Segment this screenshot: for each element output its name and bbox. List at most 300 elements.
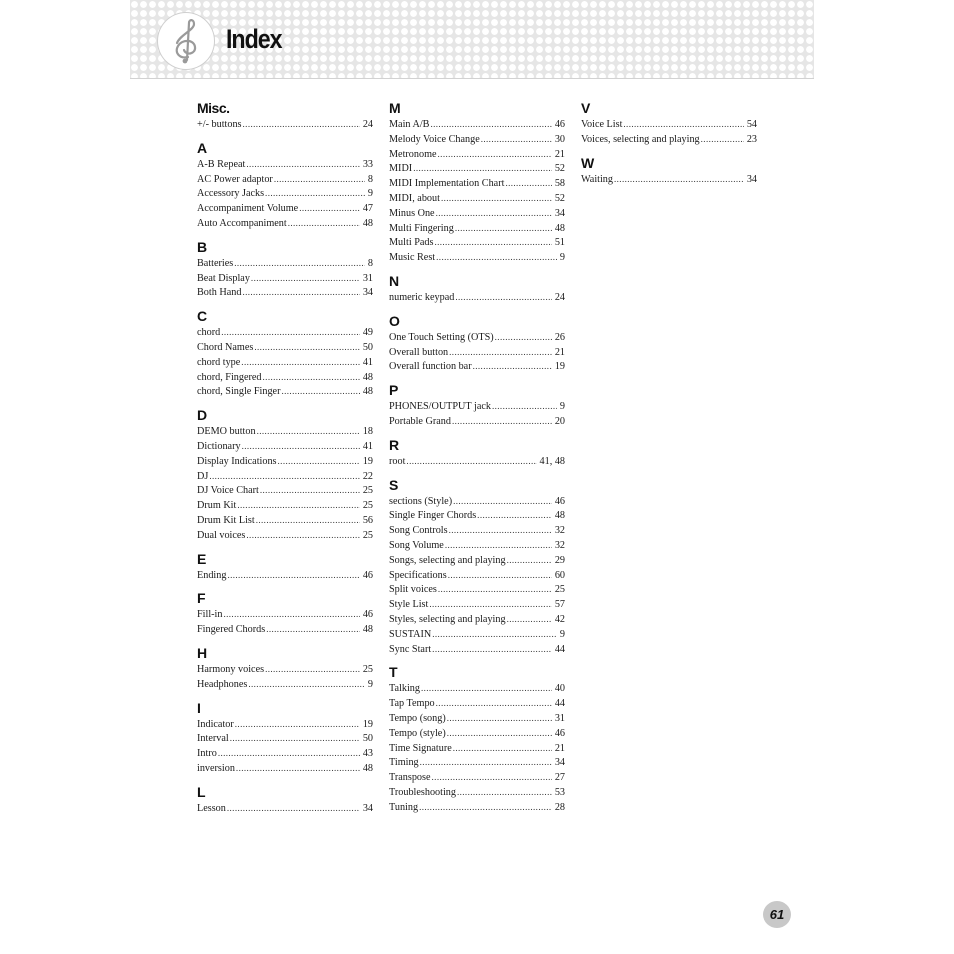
entry-page: 25 xyxy=(362,500,373,512)
index-entry xyxy=(197,216,373,231)
dot-leader xyxy=(507,612,552,627)
index-section xyxy=(197,783,373,816)
index-entry xyxy=(197,439,373,454)
index-entry xyxy=(389,711,565,726)
entry-term: Songs, selecting and playing xyxy=(389,554,506,566)
index-entry xyxy=(389,235,565,250)
index-entry xyxy=(389,147,565,162)
entry-term: Drum Kit List xyxy=(197,514,255,526)
dot-leader xyxy=(430,117,551,132)
entry-term: Song Controls xyxy=(389,525,448,537)
entry-term: Overall button xyxy=(389,346,449,358)
index-entry xyxy=(389,359,565,374)
index-entry xyxy=(389,176,565,191)
entry-term: Music Rest xyxy=(389,252,436,264)
entry-term: Ending xyxy=(197,569,227,581)
entry-page: 9 xyxy=(559,252,565,264)
dot-leader xyxy=(449,345,552,360)
entry-term: Main A/B xyxy=(389,119,430,130)
entry-term: Voice List xyxy=(581,119,623,130)
index-entry xyxy=(389,642,565,657)
entry-page: 44 xyxy=(554,643,565,655)
entry-page: 9 xyxy=(559,628,565,640)
section-letter: W xyxy=(581,154,594,171)
entry-page: 44 xyxy=(554,698,565,710)
dot-leader xyxy=(263,370,360,385)
index-section xyxy=(197,139,373,231)
index-entry xyxy=(389,741,565,756)
dot-leader xyxy=(481,132,552,147)
entry-term: Time Signature xyxy=(389,742,452,754)
index-entry xyxy=(197,384,373,399)
index-entry xyxy=(389,726,565,741)
entry-page: 43 xyxy=(362,748,373,760)
entry-term: Transpose xyxy=(389,772,431,784)
index-entry xyxy=(389,250,565,265)
index-entry xyxy=(389,206,565,221)
dot-leader xyxy=(281,384,359,399)
index-entry xyxy=(197,325,373,340)
index-entry xyxy=(389,755,565,770)
entry-term: Portable Grand xyxy=(389,415,451,427)
index-entry xyxy=(389,538,565,553)
dot-leader xyxy=(438,147,552,162)
index-entry xyxy=(197,469,373,484)
index-section xyxy=(389,99,565,265)
entry-page: 31 xyxy=(362,272,373,284)
entry-page: 46 xyxy=(362,609,373,621)
section-letter: P xyxy=(389,382,398,399)
entry-page: 19 xyxy=(362,455,373,467)
entry-term: Waiting xyxy=(581,173,613,185)
entry-page: 32 xyxy=(554,525,565,537)
index-entry xyxy=(197,498,373,513)
section-letter: E xyxy=(197,550,206,567)
entry-term: Multi Pads xyxy=(389,237,434,249)
entry-page: 34 xyxy=(362,802,373,814)
index-entry xyxy=(389,523,565,538)
dot-leader xyxy=(438,582,552,597)
entry-term: MIDI, about xyxy=(389,192,440,204)
index-entry xyxy=(197,186,373,201)
index-entry xyxy=(389,800,565,815)
dot-leader xyxy=(223,607,359,622)
index-entry xyxy=(197,117,373,132)
index-entry xyxy=(197,157,373,172)
entry-page: 56 xyxy=(362,514,373,526)
index-entry xyxy=(389,681,565,696)
dot-leader xyxy=(230,731,360,746)
dot-leader xyxy=(237,498,359,513)
entry-term: Multi Fingering xyxy=(389,222,454,234)
index-entry xyxy=(581,172,757,187)
dot-leader xyxy=(477,508,552,523)
index-column-2 xyxy=(389,99,565,821)
index-entry xyxy=(389,191,565,206)
section-letter: D xyxy=(197,407,207,424)
dot-leader xyxy=(495,330,552,345)
entry-page: 21 xyxy=(554,148,565,160)
entry-page: 8 xyxy=(367,173,373,185)
entry-term: inversion xyxy=(197,762,235,774)
entry-page: 33 xyxy=(362,158,373,170)
index-section xyxy=(389,312,565,374)
section-letter: I xyxy=(197,699,201,716)
entry-term: Style List xyxy=(389,599,429,611)
entry-page: 19 xyxy=(554,361,565,373)
index-entry xyxy=(197,677,373,692)
treble-clef-icon xyxy=(158,13,214,69)
entry-term: Voices, selecting and playing xyxy=(581,133,700,145)
index-entry xyxy=(389,399,565,414)
entry-term: Accompaniment Volume xyxy=(197,203,299,215)
entry-term: Auto Accompaniment xyxy=(197,217,287,229)
index-entry xyxy=(197,717,373,732)
entry-page: 9 xyxy=(367,678,373,690)
entry-term: Tap Tempo xyxy=(389,698,435,710)
section-letter: R xyxy=(389,436,399,453)
entry-term: Dictionary xyxy=(197,440,241,452)
index-entry xyxy=(197,271,373,286)
index-entry xyxy=(389,290,565,305)
entry-page: 24 xyxy=(362,119,373,130)
index-entry xyxy=(197,256,373,271)
entry-page: 52 xyxy=(554,192,565,204)
section-letter: Misc. xyxy=(197,100,230,116)
dot-leader xyxy=(413,161,552,176)
dot-leader xyxy=(257,424,360,439)
entry-term: chord type xyxy=(197,356,241,368)
entry-term: Harmony voices xyxy=(197,663,265,675)
index-entry xyxy=(389,785,565,800)
dot-leader xyxy=(448,568,552,583)
index-section xyxy=(197,406,373,542)
entry-page: 30 xyxy=(554,133,565,145)
entry-term: Tempo (style) xyxy=(389,727,446,739)
entry-page: 19 xyxy=(362,718,373,730)
index-entry xyxy=(389,627,565,642)
index-entry xyxy=(197,285,373,300)
dot-leader xyxy=(429,597,551,612)
entry-page: 21 xyxy=(554,742,565,754)
index-entry xyxy=(197,568,373,583)
entry-term: A-B Repeat xyxy=(197,158,246,170)
dot-leader xyxy=(623,117,743,132)
entry-page: 24 xyxy=(554,291,565,303)
entry-page: 54 xyxy=(746,119,757,130)
entry-page: 50 xyxy=(362,341,373,353)
entry-term: Accessory Jacks xyxy=(197,188,265,200)
entry-page: 21 xyxy=(554,346,565,358)
index-entry xyxy=(197,355,373,370)
entry-term: Batteries xyxy=(197,257,234,269)
index-section xyxy=(197,550,373,583)
entry-page: 9 xyxy=(559,401,565,413)
dot-leader xyxy=(447,726,552,741)
entry-term: chord xyxy=(197,327,221,339)
dot-leader xyxy=(209,469,359,484)
entry-term: Lesson xyxy=(197,802,226,814)
index-entry xyxy=(197,172,373,187)
dot-leader xyxy=(455,290,551,305)
index-column-3 xyxy=(581,99,757,193)
index-entry xyxy=(389,132,565,147)
section-letter: V xyxy=(581,100,590,116)
index-entry xyxy=(197,801,373,816)
dot-leader xyxy=(419,800,552,815)
dot-leader xyxy=(235,717,360,732)
entry-term: MIDI xyxy=(389,163,413,175)
dot-leader xyxy=(455,221,552,236)
index-entry xyxy=(197,731,373,746)
index-entry xyxy=(389,568,565,583)
entry-page: 34 xyxy=(554,207,565,219)
dot-leader xyxy=(251,271,360,286)
entry-page: 34 xyxy=(362,287,373,299)
entry-page: 26 xyxy=(554,331,565,343)
dot-leader xyxy=(701,132,744,147)
index-section xyxy=(389,663,565,814)
index-entry xyxy=(197,201,373,216)
entry-page: 48 xyxy=(554,222,565,234)
section-letter: B xyxy=(197,238,207,255)
entry-term: Headphones xyxy=(197,678,248,690)
entry-term: Metronome xyxy=(389,148,437,160)
entry-term: DJ xyxy=(197,470,209,482)
dot-leader xyxy=(288,216,360,231)
section-letter: A xyxy=(197,139,207,156)
dot-leader xyxy=(449,523,552,538)
entry-page: 46 xyxy=(554,727,565,739)
entry-term: Sync Start xyxy=(389,643,432,655)
dot-leader xyxy=(266,622,360,637)
entry-term: AC Power adaptor xyxy=(197,173,273,185)
entry-term: chord, Fingered xyxy=(197,371,262,383)
entry-term: Dual voices xyxy=(197,529,246,541)
entry-page: 46 xyxy=(362,569,373,581)
index-section xyxy=(197,99,373,132)
dot-leader xyxy=(434,235,551,250)
dot-leader xyxy=(614,172,744,187)
dot-leader xyxy=(447,711,552,726)
dot-leader xyxy=(505,176,551,191)
index-entry xyxy=(197,662,373,677)
entry-term: +/- buttons xyxy=(197,119,242,130)
dot-leader xyxy=(457,785,552,800)
index-section xyxy=(197,644,373,692)
dot-leader xyxy=(256,513,360,528)
index-column-1 xyxy=(197,99,373,823)
entry-page: 25 xyxy=(362,663,373,675)
entry-term: One Touch Setting (OTS) xyxy=(389,331,494,343)
entry-page: 25 xyxy=(554,584,565,596)
entry-term: SUSTAIN xyxy=(389,628,432,640)
index-entry xyxy=(389,582,565,597)
entry-page: 23 xyxy=(746,133,757,145)
entry-term: Minus One xyxy=(389,207,435,219)
entry-page: 41 xyxy=(362,356,373,368)
entry-page: 27 xyxy=(554,772,565,784)
index-entry xyxy=(389,770,565,785)
entry-term: Tempo (song) xyxy=(389,712,446,724)
entry-page: 8 xyxy=(367,257,373,269)
index-entry xyxy=(389,221,565,236)
dot-leader xyxy=(236,761,360,776)
index-entry xyxy=(389,330,565,345)
entry-page: 53 xyxy=(554,786,565,798)
entry-term: Split voices xyxy=(389,584,437,596)
dot-leader xyxy=(234,256,365,271)
index-entry xyxy=(389,612,565,627)
entry-page: 25 xyxy=(362,485,373,497)
dot-leader xyxy=(265,186,365,201)
dot-leader xyxy=(241,355,360,370)
entry-term: DJ Voice Chart xyxy=(197,485,259,497)
entry-term: Overall function bar xyxy=(389,361,472,373)
section-letter: N xyxy=(389,272,399,289)
section-letter: T xyxy=(389,664,398,681)
entry-term: Drum Kit xyxy=(197,500,237,512)
index-section xyxy=(197,307,373,399)
entry-page: 28 xyxy=(554,801,565,813)
entry-page: 48 xyxy=(362,762,373,774)
index-entry xyxy=(389,553,565,568)
index-entry xyxy=(197,607,373,622)
index-entry xyxy=(197,746,373,761)
index-entry xyxy=(197,483,373,498)
dot-leader xyxy=(246,528,359,543)
entry-page: 58 xyxy=(554,178,565,190)
dot-leader xyxy=(260,483,360,498)
dot-leader xyxy=(218,746,360,761)
entry-term: Display Indications xyxy=(197,455,277,467)
dot-leader xyxy=(492,399,557,414)
dot-leader xyxy=(299,201,360,216)
entry-term: Fingered Chords xyxy=(197,624,266,636)
dot-leader xyxy=(242,285,359,300)
entry-term: Chord Names xyxy=(197,341,254,353)
entry-page: 49 xyxy=(362,327,373,339)
index-section xyxy=(389,272,565,305)
index-entry xyxy=(197,761,373,776)
dot-leader xyxy=(452,414,552,429)
dot-leader xyxy=(507,553,552,568)
entry-term: Timing xyxy=(389,757,419,769)
entry-page: 25 xyxy=(362,529,373,541)
entry-page: 46 xyxy=(554,119,565,130)
entry-page: 9 xyxy=(367,188,373,200)
dot-leader xyxy=(441,191,552,206)
entry-page: 51 xyxy=(554,237,565,249)
dot-leader xyxy=(246,157,359,172)
dot-leader xyxy=(453,494,552,509)
entry-page: 29 xyxy=(554,554,565,566)
dot-leader xyxy=(432,770,552,785)
index-section xyxy=(389,436,565,469)
index-entry xyxy=(197,528,373,543)
entry-term: Specifications xyxy=(389,569,447,581)
entry-page: 41, 48 xyxy=(539,455,565,467)
index-entry xyxy=(389,414,565,429)
entry-page: 48 xyxy=(362,217,373,229)
entry-page: 41 xyxy=(362,440,373,452)
entry-page: 48 xyxy=(362,371,373,383)
index-entry xyxy=(197,513,373,528)
entry-term: MIDI Implementation Chart xyxy=(389,178,505,190)
entry-term: Intro xyxy=(197,748,217,760)
section-letter: L xyxy=(197,783,206,800)
dot-leader xyxy=(420,755,552,770)
index-section xyxy=(197,238,373,300)
entry-page: 50 xyxy=(362,733,373,745)
entry-term: sections (Style) xyxy=(389,495,453,507)
entry-page: 48 xyxy=(362,624,373,636)
index-entry xyxy=(389,345,565,360)
dot-leader xyxy=(274,172,365,187)
entry-term: Single Finger Chords xyxy=(389,510,477,522)
index-section xyxy=(197,699,373,776)
dot-leader xyxy=(432,627,557,642)
index-entry xyxy=(197,454,373,469)
entry-page: 47 xyxy=(362,203,373,215)
index-section xyxy=(581,99,757,147)
entry-page: 48 xyxy=(554,510,565,522)
entry-term: PHONES/OUTPUT jack xyxy=(389,401,491,413)
dot-leader xyxy=(227,801,360,816)
index-entry xyxy=(197,424,373,439)
page-title: Index xyxy=(226,24,282,54)
index-entry xyxy=(197,370,373,385)
entry-term: Tuning xyxy=(389,801,419,813)
dot-leader xyxy=(436,250,557,265)
index-section xyxy=(197,589,373,637)
entry-term: Fill-in xyxy=(197,609,223,621)
index-entry xyxy=(197,340,373,355)
entry-page: 31 xyxy=(554,712,565,724)
dot-leader xyxy=(453,741,552,756)
dot-leader xyxy=(432,642,552,657)
entry-term: chord, Single Finger xyxy=(197,386,281,398)
entry-page: 40 xyxy=(554,683,565,695)
entry-term: Song Volume xyxy=(389,539,444,551)
dot-leader xyxy=(278,454,360,469)
index-entry xyxy=(389,508,565,523)
entry-term: numeric keypad xyxy=(389,291,455,303)
entry-term: Talking xyxy=(389,683,420,695)
entry-term: Both Hand xyxy=(197,287,242,299)
entry-term: Beat Display xyxy=(197,272,250,284)
index-entry xyxy=(389,454,565,469)
section-letter: F xyxy=(197,590,206,607)
entry-term: Interval xyxy=(197,733,229,745)
index-section xyxy=(581,154,757,187)
entry-page: 18 xyxy=(362,426,373,438)
entry-page: 32 xyxy=(554,539,565,551)
dot-leader xyxy=(421,681,552,696)
index-section xyxy=(389,476,565,657)
entry-page: 57 xyxy=(554,599,565,611)
section-letter: O xyxy=(389,312,400,329)
dot-leader xyxy=(254,340,360,355)
dot-leader xyxy=(265,662,360,677)
dot-leader xyxy=(243,117,360,132)
dot-leader xyxy=(436,206,552,221)
entry-term: Troubleshooting xyxy=(389,786,456,798)
index-entry xyxy=(389,117,565,132)
entry-page: 42 xyxy=(554,613,565,625)
dot-leader xyxy=(221,325,360,340)
section-letter: M xyxy=(389,100,401,116)
